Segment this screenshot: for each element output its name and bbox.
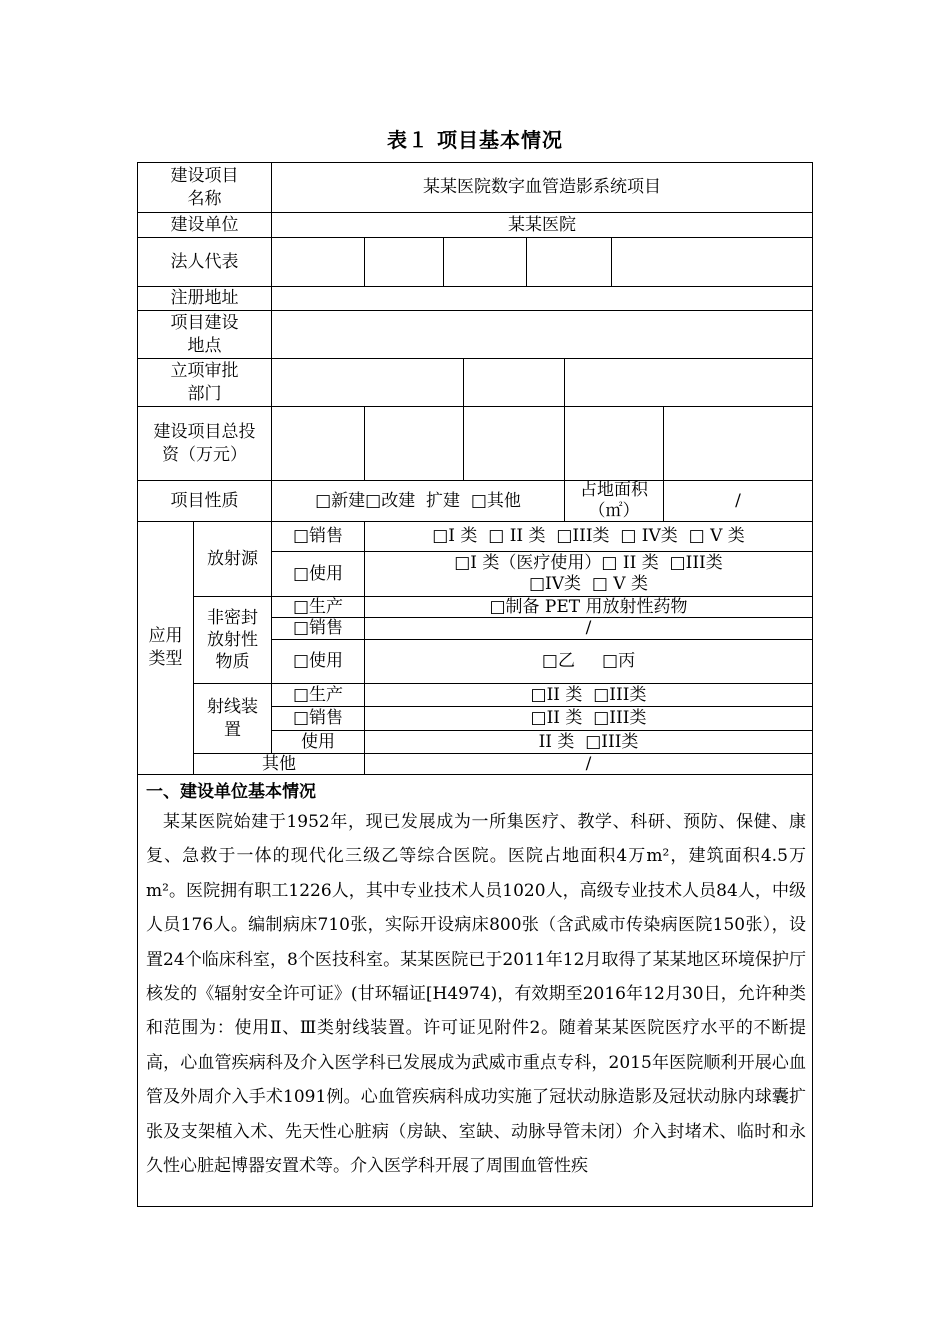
ray-device-sale-value: □II 类 □III类 [530, 708, 647, 728]
radiation-source-use-value: □I 类（医疗使用）□ II 类 □III类 □IV类 □ V 类 [454, 553, 723, 594]
unsealed-use-value: □乙 □丙 [541, 651, 636, 671]
investment-label: 建设项目总投 资（万元） [153, 421, 256, 465]
unsealed-sale-value: / [585, 618, 592, 638]
approval-label: 立项审批 部门 [170, 360, 239, 404]
ray-device-use-label: 使用 [301, 731, 335, 752]
nature-value: □新建□改建 扩建 □其他 [315, 490, 521, 511]
reg-address-label: 注册地址 [170, 288, 239, 308]
other-value: / [585, 753, 592, 774]
unit-value: 某某医院 [508, 214, 576, 235]
nature-label: 项目性质 [170, 490, 239, 511]
unsealed-produce-value: □制备 PET 用放射性药物 [489, 596, 688, 617]
unsealed-produce-label: □生产 [292, 596, 344, 617]
area-value: / [735, 490, 741, 511]
ray-device-produce-label: □生产 [292, 684, 344, 705]
section-heading: 一、建设单位基本情况 [146, 782, 316, 802]
project-name-label: 建设项目 名称 [170, 165, 239, 209]
other-label: 其他 [262, 753, 296, 774]
ray-device-sale-label: □销售 [292, 708, 344, 728]
radiation-source-label: 放射源 [207, 548, 258, 569]
application-type-label: 应用 类型 [148, 626, 183, 669]
radiation-source-sale-label: □销售 [292, 526, 344, 546]
area-label: 占地面积 （㎡） [580, 480, 648, 521]
unsealed-use-label: □使用 [292, 651, 344, 671]
legal-rep-label: 法人代表 [170, 251, 239, 272]
table-title: 表１ 项目基本情况 [387, 128, 563, 152]
radiation-source-sale-value: □I 类 □ II 类 □III类 □ IV类 □ V 类 [432, 526, 745, 546]
project-name-value: 某某医院数字血管造影系统项目 [423, 177, 661, 197]
unsealed-sale-label: □销售 [292, 618, 344, 638]
radiation-source-use-label: □使用 [292, 563, 344, 584]
section-body: 某某医院始建于1952年，现已发展成为一所集医疗、教学、科研、预防、保健、康复、急救于一体的现代化三级乙等综合医院。医院占地面积4万m²，建筑面积4.5万m²。医院拥有职工1226人，其中专业技术人员1020人，高级专业技术人员84人，中级人员176人。编制病床710张，实际开设病床800张（含武威市传染病医院150张），设置24个临床科室，8个医技科室。某某医院已于2011年12月取得了某某地区环境保护厅核发的《辐射安全许可证》(甘环辐证[H4974)，有效期至2016年12月30日，允许种类和范围为：使用Ⅱ、Ⅲ类射线装置。许可证见附件2。随着某某医院医疗水平的不断提高，心血管疾病科及介入医学科已发展成为武威市重点专科，2015年医院顺利开展心血管及外周介入手术1091例。心血管疾病科成功实施了冠状动脉造影及冠状动脉内球囊扩张及支架植入术、先天性心脏病（房缺、室缺、动脉导管未闭）介入封堵术、临时和永久性心脏起博器安置术等。介入医学科开展了周围血管性疾 [146, 812, 806, 1177]
unit-label: 建设单位 [170, 214, 239, 235]
ray-device-label: 射线装 置 [207, 696, 258, 740]
site-label: 项目建设 地点 [170, 312, 239, 356]
ray-device-use-value: II 类 □III类 [538, 731, 639, 752]
unsealed-material-label: 非密封 放射性 物质 [207, 608, 258, 672]
ray-device-produce-value: □II 类 □III类 [530, 684, 647, 705]
